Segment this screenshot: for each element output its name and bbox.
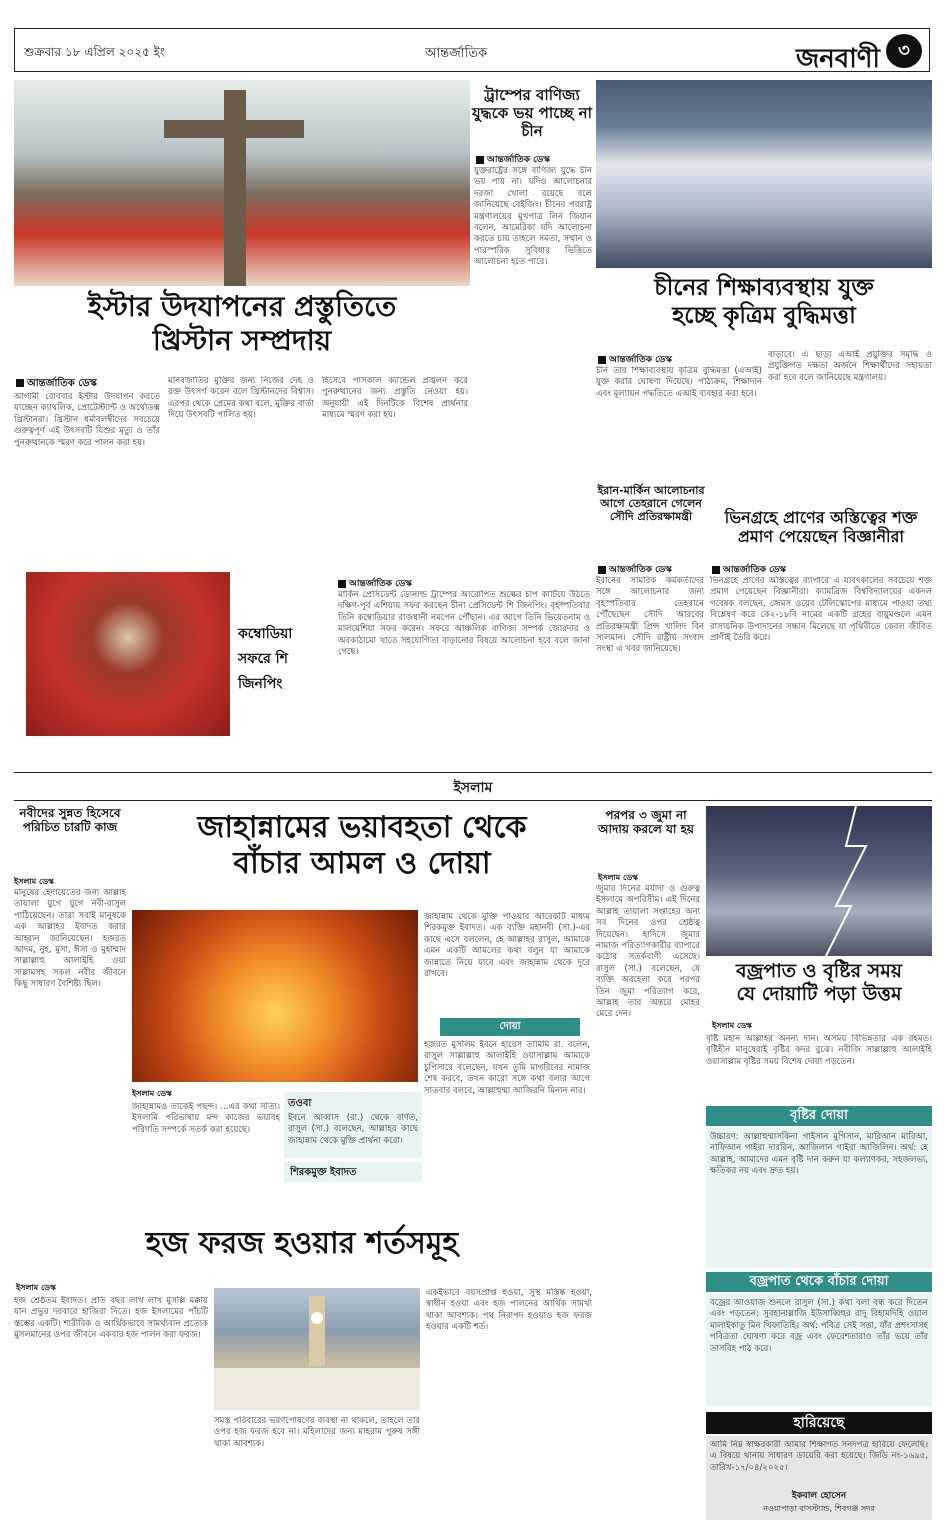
easter-body-col2: মানবজাতির মুক্তির জন্য নিজের দেহ ও রক্ত উৎসর্গ করেন বলে খ্রিস্টানদের বিশ্বাস। এরপর থেকে প্রেমের কথা বলে, মুক্তির বার্তা দিয়ে উৎসবটি পালিত হয়। [168, 376, 314, 421]
desk-marker-icon [16, 379, 24, 387]
iran-body: ইরানের সামরিক কর্মকর্তাদের সঙ্গে আলোচনার জন্য বৃহস্পতিবার তেহরানে পৌঁছেছেন সৌদি আরবের প্রতিরক্ষামন্ত্রী প্রিন্স খালিদ বিন সালমান। সৌদি রাষ্ট্রীয় সংবাদ সংস্থা এ খবর জানিয়েছে। [596, 576, 704, 655]
planet-desk: আন্তর্জাতিক ডেস্ক [712, 562, 786, 577]
jahannam-body4: হজরত মুসলিম ইবনে হারেস তামিমি রা. বলেন, রাসুল সাল্লাল্লাহু আলাইহি ওয়াসাল্লাম আমাকে চুপিসারে বলেছেন, যখন তুমি মাগরিবের নামাজ শেষ করবে, তখন কারো সঙ্গে কথা বলার আগে সাতবার বলবে, আল্লাহুম্মা আজিরনি মিনান নার। [424, 1040, 590, 1096]
easter-headline: ইস্টার উদযাপনের প্রস্তুতিতে খ্রিস্টান সম্প্রদায় [87, 290, 397, 357]
jahannam-body1: জাহান্নাম থেকে মুক্তি পাওয়ার আরেকটি মাধ্যম শিরকমুক্ত ইবাদত। এক ব্যক্তি মহানবী (সা.)-এর কাছে এসে বললেন, হে আল্লাহর রাসুল, আমাকে এমন একটি আমলের কথা বলুন যা আমাকে জান্নাতে নিয়ে যাবে এবং জাহান্নাম থেকে দূরে রাখবে। [424, 912, 590, 980]
hajj-body3: সমস্ত পরিবারের ভরণপোষণের ব্যবস্থা না থাকলে, তাহলে তার ওপর হজ ফরজ হবে না। মহিলাদের জন্য মাহরাম পুরুষ সঙ্গী থাকা আবশ্যক। [214, 1416, 420, 1449]
lightning-headline: বজ্রপাত ও বৃষ্টির সময় যে দোয়াটি পড়া উত্তম [736, 960, 902, 1005]
trump-body: যুক্তরাষ্ট্রের সঙ্গে বাণিজ্য যুদ্ধে চীন ভয় পায় না। যদিও আলোচনার দরজা খোলা রয়েছে বলে জানিয়েছে বেইজিং। চীনের পররাষ্ট্র মন্ত্রণালয়ের মুখপাত্র লিন জিয়ান বলেন, আমেরিকা যদি আলোচনা করতে চায় তাহলে সমতা, সম্মান ও পারস্পরিক সুবিধার ভিত্তিতে আলোচনা হতে পারে। [474, 166, 592, 268]
ai-body-col2: বাড়াবে। এ ছাড়া এআই প্রযুক্তির সমৃদ্ধি ও প্রযুক্তিগত দক্ষতা অর্জনে শিক্ষার্থীদের সহায়তা করা হবে বলে জানিয়েছে মন্ত্রণালয়। [768, 350, 932, 383]
desk-marker-icon [338, 580, 346, 588]
rain-dua-body: উচ্চারণ: আল্লাহুম্মাসকিনা গাইসান মুগিসান, মারিআন মারিআ, নাফিআন গাইরা দাররিন, আজিলান গাইরা আজিলিন। অর্থ: হে আল্লাহ, আমাদের এমন বৃষ্টি দান করুন যা কল্যাণকর, সহজলভ্য, ক্ষতিকর নয় এবং দ্রুত হয়। [706, 1128, 932, 1268]
tawba-text: ইবনে আব্বাস (রা.) থেকে বর্ণিত, রাসুল (সা.) বলেছেন, আল্লাহর কাছে জাহান্নাম থেকে মুক্তি প্রার্থনা করো। [288, 1113, 418, 1146]
mecca-photo [214, 1288, 420, 1410]
jumma-desk: ইসলাম ডেস্ক [598, 873, 638, 882]
planet-headline: ভিনগ্রহে প্রাণের অস্তিত্বের শক্ত প্রমাণ পেয়েছেন বিজ্ঞানীরা [724, 508, 918, 547]
ai-desk: আন্তর্জাতিক ডেস্ক [598, 352, 672, 367]
ai-body-col1: চীন তার শিক্ষাব্যবস্থায় কৃত্রিম বুদ্ধিমত্তা (এআই) যুক্ত করার ঘোষণা দিয়েছে। পাঠ্যক্রম, শিক্ষাদান এবং মূল্যায়ন পদ্ধতিতে এআই ব্যবহার করা হবে। [596, 366, 762, 399]
page-number: ৩ [886, 34, 922, 68]
lost-notice-address: নওয়াপাড়া বাসস্ট্যান্ড, শিবগঞ্জ সদর [763, 1504, 875, 1513]
islam-banner: ইসলাম [453, 780, 493, 796]
xi-body: মার্কিন প্রেসিডেন্ট ডোনাল্ড ট্রাম্পের আরোপিত শুল্কের চাপ কাটিয়ে উঠতে দক্ষিণ-পূর্ব এশিয়ায় সফর করছেন চীনা প্রেসিডেন্ট শি জিনপিং। বৃহস্পতিবার তিনি কম্বোডিয়ার রাজধানী নমপেন পৌঁছান। এর আগে তিনি ভিয়েতনাম ও মালয়েশিয়া সফর করেন। সফরে আঞ্চলিক বাণিজ্য সম্পর্ক জোরদার ও অবকাঠামো খাতে সহযোগিতা বাড়ানোর বিষয়ে আলোচনা হবে বলে জানা গেছে। [338, 590, 590, 658]
hajj-body2: একইভাবে বয়সপ্রাপ্ত হওয়া, সুস্থ মস্তিষ্ক হওয়া, স্বাধীন হওয়া এবং হজ পালনের আর্থিক সামর্থ্য থাকা আবশ্যক। পথ নিরাপদ হওয়াও হজ ফরজ হওয়ার একটি শর্ত। [426, 1288, 592, 1333]
bolt-dua-title: বজ্রপাত থেকে বাঁচার দোয়া [706, 1272, 932, 1292]
bolt-dua-body: বজ্রের আওয়াজ শুনলে রাসুল (সা.) কথা বলা বন্ধ করে দিতেন এবং পড়তেন: সুবহানাল্লাজি ইউসাব্বিহুর রাদু বিহামদিহি ওয়াল মালাইকাতু মিন খিফাতিহি। অর্থ: পবিত্র সেই সত্তা, যাঁর প্রশংসাসহ পবিত্রতা ঘোষণা করে বজ্র এবং ফেরেশতারাও তাঁর ভয়ে তাঁর তাসবিহ পাঠ করে। [706, 1294, 932, 1406]
jahannam-photo [132, 910, 418, 1082]
lost-notice-title: হারিয়েছে [706, 1412, 932, 1434]
lost-notice-name: ইকবাল হোসেন [791, 1491, 847, 1501]
lightning-illustration [706, 806, 932, 956]
tawba-box [284, 1092, 422, 1158]
storm-photo [706, 806, 932, 956]
desk-marker-icon [476, 156, 484, 164]
rain-dua-title: বৃষ্টির দোয়া [706, 1106, 932, 1126]
xi-photo [26, 572, 230, 736]
hajj-headline: হজ ফরজ হওয়ার শর্তসমূহ [145, 1226, 459, 1261]
easter-desk: আন্তর্জাতিক ডেস্ক [16, 376, 97, 393]
easter-body-col3: হিসেবে পাসকাল ক্যান্ডেল প্রজ্বলন করে পুনরুত্থানের জন্য প্রস্তুতি নেওয়া হয়। অনুযায়ী এই দিনটিকে বিশেষ প্রার্থনার মাধ্যমে স্মরণ করা হয়। [322, 376, 468, 421]
divider [14, 800, 932, 801]
xi-desk: আন্তর্জাতিক ডেস্ক [338, 576, 412, 591]
jahannam-body2: জাহান্নামও তাকেই পছন্দ। ...এর কথা সত্যি। ইসলামি পরিভাষায় মন্দ কাজের ভয়াবহ পরিণতি সম্পর্কে সতর্ক করা হয়েছে। [132, 1102, 280, 1135]
clock-tower-illustration [214, 1288, 420, 1410]
issue-date: শুক্রবার ১৮ এপ্রিল ২০২৫ ইং [24, 45, 166, 59]
hajj-desk: ইসলাম ডেস্ক [16, 1283, 56, 1292]
desk-marker-icon [598, 356, 606, 364]
divider [14, 772, 932, 773]
jumma-body: জুমার দিনের মর্যাদা ও গুরুত্ব ইসলামে অপরিসীম। এই দিনের আল্লাহ তায়ালা সপ্তাহের অন্য সব দিনের ওপর শ্রেষ্ঠত্ব দিয়েছেন। হাদিসে জুমার নামাজ পরিত্যাগকারীর ব্যাপারে কঠোর সতর্কবাণী এসেছে। রাসুল (সা.) বলেছেন, যে ব্যক্তি অবহেলা করে পরপর তিন জুমা পরিত্যাগ করে, আল্লাহ তার অন্তরে মোহর মেরে দেন। [596, 884, 700, 1020]
xi-headline: কম্বোডিয়া সফরে শি জিনপিং [238, 626, 293, 693]
trump-headline: ট্রাম্পের বাণিজ্য যুদ্ধকে ভয় পাচ্ছে না চীন [472, 86, 592, 140]
sunnah-desk: ইসলাম ডেস্ক [14, 877, 54, 886]
section-name: আন্তর্জাতিক [425, 46, 488, 61]
lost-notice-box [706, 1436, 932, 1520]
tawba-title: তওবা [288, 1098, 312, 1109]
jahannam-desk: ইসলাম ডেস্ক [132, 1089, 172, 1098]
desk-marker-icon [712, 566, 720, 574]
desk-marker-icon [598, 566, 606, 574]
jahannam-headline: জাহান্নামের ভয়াবহতা থেকে বাঁচার আমল ও দোয়া [197, 810, 527, 881]
easter-photo [14, 80, 470, 286]
logo-text: জনবাণী [796, 44, 880, 74]
trump-desk: আন্তর্জাতিক ডেস্ক [476, 152, 550, 167]
planet-body: ভিনগ্রহে প্রাণের অস্তিত্বের ব্যাপারে এ যাবৎকালের সবচেয়ে শক্ত প্রমাণ পেয়েছেন বিজ্ঞানীরা। ক্যামব্রিজ বিশ্ববিদ্যালয়ের একদল গবেষক বলছেন, জেমস ওয়েব টেলিস্কোপের মাধ্যমে পাওয়া তথ্য বিশ্লেষণ করে কে২-১৮বি নামের একটি গ্রহের বায়ুমণ্ডলে এমন রাসায়নিক উপাদানের সন্ধান মিলেছে যা পৃথিবীতে কেবল জীবিত প্রাণীই তৈরি করে। [710, 576, 932, 644]
dua-box: দোয়া [440, 1018, 580, 1036]
lightning-body: বৃষ্টি মহান আল্লাহর অনন্য দান। অসময় বিভিন্নতার এক রহমত। বৃষ্টিহীন মানুষেরাই বৃষ্টির কদর বুঝে। নবীজি সাল্লাল্লাহু আলাইহি ওয়াসাল্লাম বৃষ্টির সময় বিশেষ দোয়া পড়তেন। [706, 1034, 932, 1067]
shirk-box: শিরকমুক্ত ইবাদত [284, 1162, 422, 1182]
classroom-photo [596, 80, 932, 268]
lightning-desk: ইসলাম ডেস্ক [712, 1021, 752, 1030]
jumma-headline: পরপর ৩ জুমা না আদায় করলে যা হয় [598, 808, 694, 837]
lost-notice-body: আমি নিম্ন স্বাক্ষরকারী আমার শিক্ষাগত সনদপত্র হারিয়ে ফেলেছি। এ বিষয়ে থানায় সাধারণ ডায়েরি করা হয়েছে। জিডি নং-১৬৯৫, তারিখ-১৭/০৪/২০২৫। [710, 1440, 928, 1473]
easter-body-col1: আগামী রোববার ইস্টার উদযাপন করতে যাচ্ছেন ক্যাথলিক, প্রোটেস্ট্যান্ট ও অর্থোডক্স খ্রিস্টানরা। খ্রিস্টান ধর্মাবলম্বীদের সবচেয়ে গুরুত্বপূর্ণ এই উৎসবটি যিশুর মৃত্যু ও তাঁর পুনরুত্থানকে স্মরণ করে পালন করা হয়। [14, 392, 160, 448]
sunnah-headline: নবীদের সুন্নত হিসেবে পরিচিত চারটি কাজ [19, 806, 121, 835]
ai-headline: চীনের শিক্ষাব্যবস্থায় যুক্ত হচ্ছে কৃত্রিম বুদ্ধিমত্তা [654, 274, 874, 329]
hajj-body1: হজ শ্রেষ্ঠতম ইবাদত। প্রতি বছর লাখ লাখ মুসল্লি মক্কায় যান প্রভুর দরবারে হাজিরা দিতে। হজ ইসলামের পাঁচটি স্তম্ভের একটি। শারীরিক ও আর্থিকভাবে সামর্থ্যবান প্রত্যেক মুসলমানের ওপর জীবনে একবার হজ পালন করা ফরজ। [14, 1296, 208, 1341]
sunnah-body: মানুষের হেদায়েতের জন্য আল্লাহ তায়ালা যুগে যুগে নবী-রাসুল পাঠিয়েছেন। তারা সবাই মানুষকে এক আল্লাহর ইবাদত করার আহ্বান জানিয়েছেন। হজরত আদম, নুহ, মুসা, ঈসা ও মুহাম্মাদ সাল্লাল্লাহু আলাইহি ওয়া সাল্লামসহ সকল নবীর জীবনে কিছু সাধারণ বৈশিষ্ট্য ছিল। [14, 888, 126, 990]
iran-headline: ইরান-মার্কিন আলোচনার আগে তেহরানে গেলেন সৌদি প্রতিরক্ষামন্ত্রী [597, 484, 705, 524]
cross-illustration [14, 80, 470, 286]
iran-desk: আন্তর্জাতিক ডেস্ক [598, 562, 672, 577]
